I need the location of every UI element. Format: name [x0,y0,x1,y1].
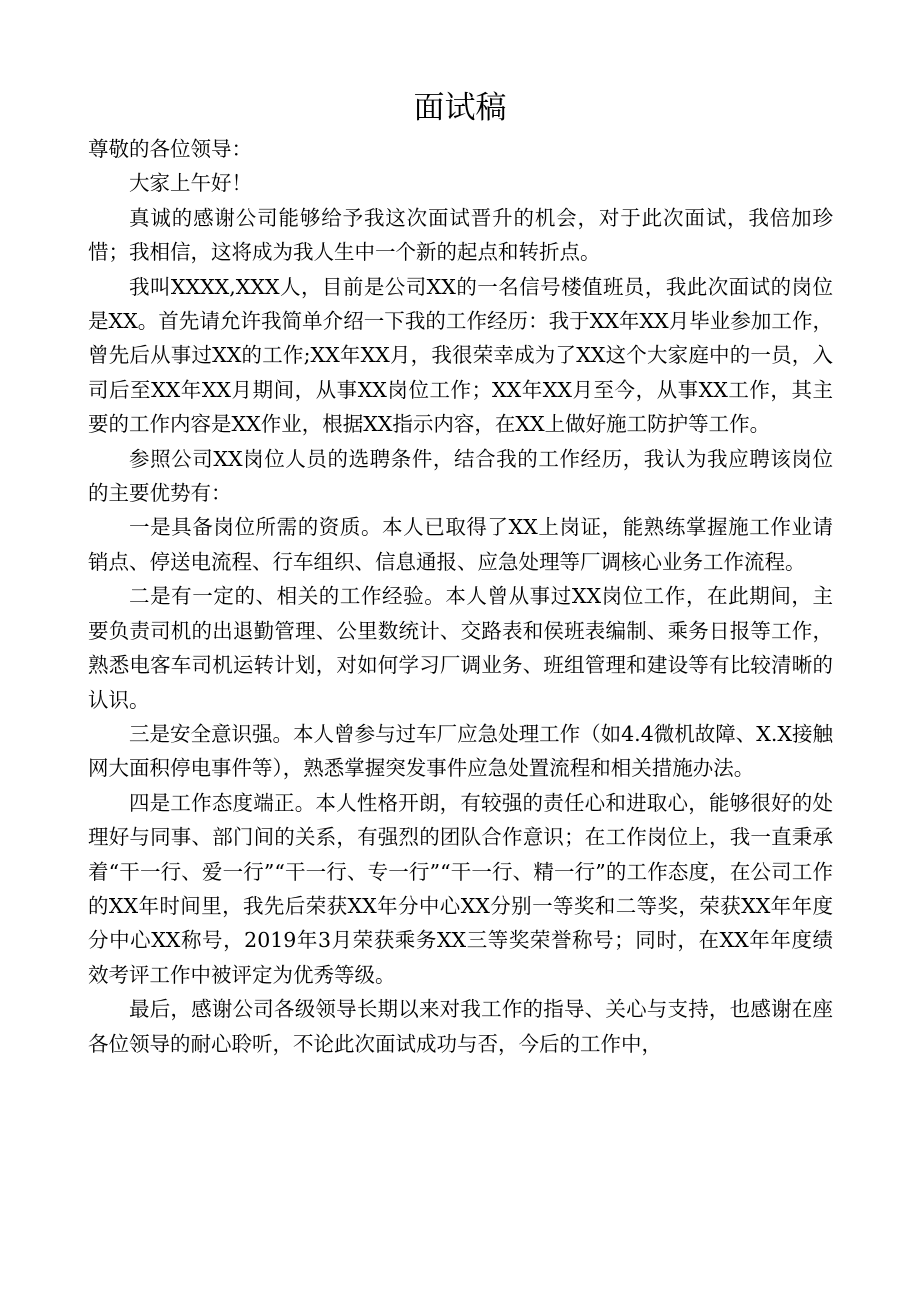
paragraph-gratitude: 真诚的感谢公司能够给予我这次面试晋升的机会，对于此次面试，我倍加珍惜；我相信，这将成为我人生中一个新的起点和转折点。 [88,205,833,265]
paragraph-advantage-attitude: 四是工作态度端正。本人性格开朗，有较强的责任心和进取心，能够很好的处理好与同事、部门间的关系，有强烈的团队合作意识；在工作岗位上，我一直秉承着“干一行、爱一行”“干一行、专一行”“干一行、精一行”的工作态度，在公司工作的XX年时间里，我先后荣获XX年分中心XX分别一等奖和二等奖，荣获XX年年度分中心XX称号，2019年3月荣获乘务XX三等奖荣誉称号；同时，在XX年年度绩效考评工作中被评定为优秀等级。 [88,790,833,987]
paragraph-closing: 最后，感谢公司各级领导长期以来对我工作的指导、关心与支持，也感谢在座各位领导的耐心聆听，不论此次面试成功与否，今后的工作中， [88,997,833,1056]
paragraph-greeting: 大家上午好！ [129,171,252,196]
document-title: 面试稿 [413,90,507,126]
paragraph-advantage-experience: 二是有一定的、相关的工作经验。本人曾从事过XX岗位工作，在此期间，主要负责司机的出退勤管理、公里数统计、交路表和侯班表编制、乘务日报等工作，熟悉电客车司机运转计划，对如何学习厂调业务、班组管理和建设等有比较清晰的认识。 [88,584,833,712]
paragraph-advantage-safety: 三是安全意识强。本人曾参与过车厂应急处理工作（如4.4微机故障、X.X接触网大面积停电事件等），熟悉掌握突发事件应急处置流程和相关措施办法。 [88,721,833,781]
paragraph-self-introduction: 我叫XXXX,XXX人，目前是公司XX的一名信号楼值班员，我此次面试的岗位是XX。首先请允许我简单介绍一下我的工作经历：我于XX年XX月毕业参加工作，曾先后从事过XX的工作;XX年XX月，我很荣幸成为了XX这个大家庭中的一员，入司后至XX年XX月期间，从事XX岗位工作；XX年XX月至今，从事XX工作，其主要的工作内容是XX作业，根据XX指示内容，在XX上做好施工防护等工作。 [88,274,833,437]
salutation: 尊敬的各位领导： [88,137,252,161]
document-body [88,132,833,1061]
paragraph-advantages-intro: 参照公司XX岗位人员的选聘条件，结合我的工作经历，我认为我应聘该岗位的主要优势有： [88,446,833,506]
paragraph-advantage-qualification: 一是具备岗位所需的资质。本人已取得了XX上岗证，能熟练掌握施工作业请销点、停送电流程、行车组织、信息通报、应急处理等厂调核心业务工作流程。 [88,515,833,574]
